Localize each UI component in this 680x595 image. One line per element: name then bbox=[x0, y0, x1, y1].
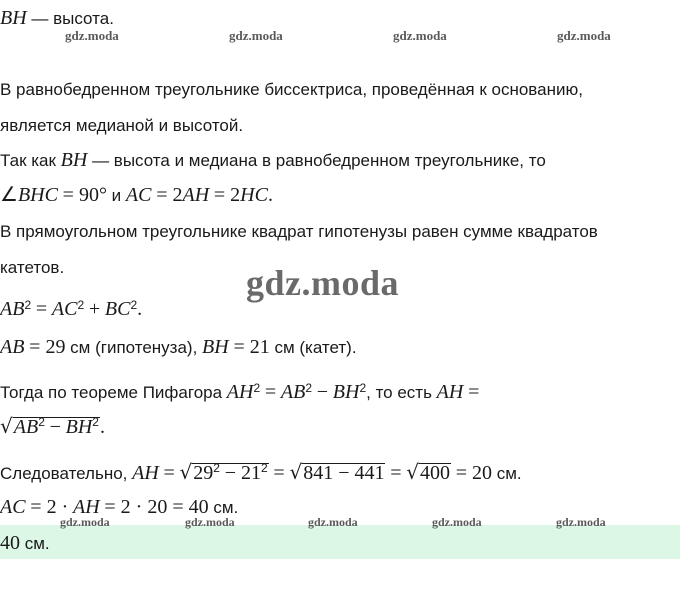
answer-text: 40 см. bbox=[0, 532, 50, 554]
watermark: gdz.moda bbox=[557, 28, 611, 43]
text-line-8: $AB^2 = AC^2 + BC^2$. bbox=[0, 298, 143, 320]
watermark: gdz.moda bbox=[60, 515, 110, 529]
text-line-11: $√AB^2 - BH^2$. bbox=[0, 414, 105, 438]
text-line-7: катетов. bbox=[0, 258, 65, 277]
text-line-4: Так как BH — высота и медиана в равнобедренном треугольнике, то bbox=[0, 149, 546, 171]
answer-box bbox=[0, 525, 680, 559]
text-line-13: AC = 2 · AH = 2 · 20 = 40 см. bbox=[0, 496, 239, 518]
text-line-1: BH — высота. bbox=[0, 7, 114, 29]
watermark: gdz.moda bbox=[432, 515, 482, 529]
watermark-large: gdz.moda bbox=[246, 263, 400, 303]
watermark: gdz.moda bbox=[65, 28, 119, 43]
text-line-10: Тогда по теореме Пифагора $AH^2 = AB^2 - BH^2$, то есть AH = bbox=[0, 381, 480, 403]
text-line-9: AB = 29 см (гипотенуза), BH = 21 см (катет). bbox=[0, 336, 357, 358]
text-line-2: В равнобедренном треугольнике биссектриса, проведённая к основанию, bbox=[0, 80, 583, 99]
watermark: gdz.moda bbox=[229, 28, 283, 43]
watermark: gdz.moda bbox=[393, 28, 447, 43]
text-line-3: является медианой и высотой. bbox=[0, 116, 244, 135]
text-line-5: ∠BHC = 90° и AC = 2AH = 2HC. bbox=[0, 184, 273, 206]
watermark: gdz.moda bbox=[308, 515, 358, 529]
watermark: gdz.moda bbox=[556, 515, 606, 529]
text-line-6: В прямоугольном треугольнике квадрат гипотенузы равен сумме квадратов bbox=[0, 222, 598, 241]
text-line-12: Следовательно, AH = $√29^2 - 21^2 = √841 - 441 = √400 = 20$ см. bbox=[0, 460, 522, 484]
watermark: gdz.moda bbox=[185, 515, 235, 529]
